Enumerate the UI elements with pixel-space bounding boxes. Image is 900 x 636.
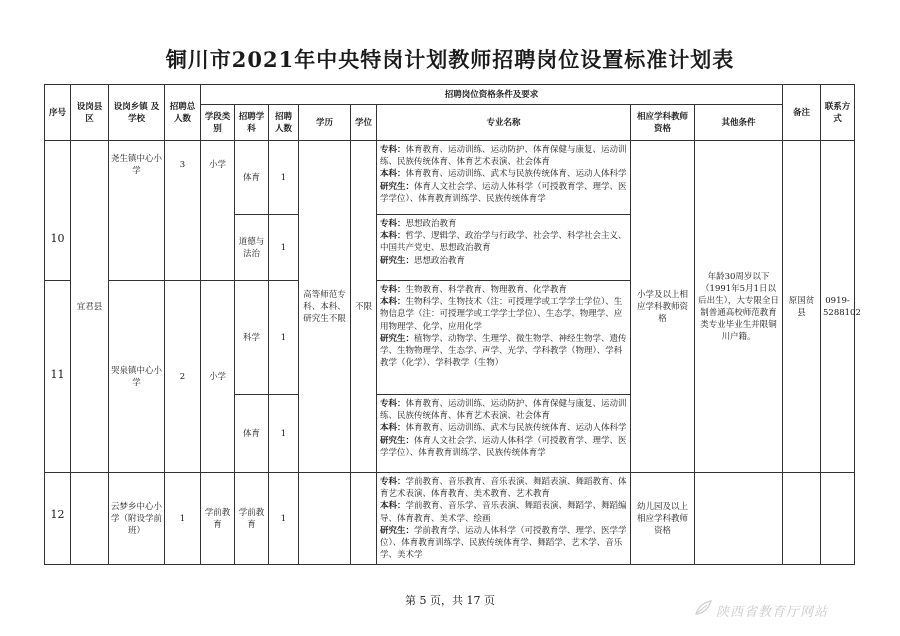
major-cell — [377, 395, 631, 473]
count-cell: 1 — [269, 281, 299, 395]
label-yjs: 研究生： — [380, 333, 415, 344]
watermark: 陕西省教育厅网站 — [716, 605, 829, 620]
label-yjs: 研究生： — [380, 435, 415, 446]
major-yjs: 思想政治教育 — [414, 255, 466, 266]
subject-cell: 学前教育 — [235, 473, 269, 565]
label-bk: 本科： — [380, 423, 406, 434]
county-cell: 宜君县 — [71, 141, 109, 473]
cert-cell: 幼儿园及以上相应学科教师资格 — [631, 473, 695, 565]
row-seq: 10 — [45, 141, 71, 281]
edu-cell-empty — [299, 473, 351, 565]
major-zk: 生物教育、科学教育、物理教育、化学教育 — [405, 285, 568, 295]
watermark-leaf-icon — [693, 598, 713, 618]
header-note: 备注 — [783, 85, 821, 141]
row-seq: 11 — [45, 281, 71, 473]
header-major: 专业名称 — [377, 105, 631, 141]
label-yjs: 研究生： — [380, 525, 415, 536]
major-cell — [377, 141, 631, 215]
contact-cell-empty — [821, 473, 855, 565]
major-cell — [377, 215, 631, 281]
page-title: 铜川市2021年中央特岗计划教师招聘岗位设置标准计划表 — [165, 47, 735, 72]
school-cell: 尧生镇中心小学 — [109, 141, 165, 281]
count-cell: 1 — [269, 395, 299, 473]
other-cell-empty — [695, 473, 783, 565]
county-cell-empty — [71, 473, 109, 565]
table-row — [45, 141, 855, 215]
major-bk: 生物科学、生物技术（注：可授理学或工学学士学位）、生物信息学（注：可授理学或工学学士学位）、生态学、物理学、应用物理学、化学、应用化学 — [380, 297, 623, 332]
major-yjs: 体育人文社会学、运动人体科学（可授教育学、理学、医学学位）、体育教育训练学、民族传统体育学 — [380, 435, 627, 458]
page-footer: 第 5 页，共 17 页 — [405, 594, 495, 607]
subject-cell: 体育 — [235, 395, 269, 473]
label-yjs: 研究生： — [380, 255, 415, 266]
header-school: 设岗乡镇 及学校 — [109, 85, 165, 141]
total-cell: 2 — [165, 281, 201, 473]
label-zk: 专科： — [380, 399, 406, 409]
label-yjs: 研究生： — [380, 181, 415, 192]
school-cell: 云梦乡中心小学（附设学前班） — [109, 473, 165, 565]
degree-cell: 不限 — [351, 141, 377, 473]
major-cell — [377, 473, 631, 565]
label-zk: 专科： — [380, 219, 406, 229]
subject-cell: 道德与法治 — [235, 215, 269, 281]
major-yjs: 植物学、动物学、生理学、微生物学、神经生物学、遗传学、生物物理学、生态学、声学、光学、学科教学（物理）、学科教学（化学）、学科教学（生物） — [380, 333, 627, 369]
label-zk: 专科： — [380, 145, 406, 155]
header-subject: 招聘学科 — [235, 105, 269, 141]
note-cell: 原国贫县 — [783, 141, 821, 473]
school-cell: 哭泉镇中心小学 — [109, 281, 165, 473]
header-other: 其他条件 — [695, 105, 783, 141]
row-seq: 12 — [45, 473, 71, 565]
major-cell — [377, 281, 631, 395]
header-degree: 学位 — [351, 105, 377, 141]
stage-cell: 小学 — [201, 141, 235, 281]
stage-cell: 学前教育 — [201, 473, 235, 565]
table-row — [45, 473, 855, 565]
note-cell-empty — [783, 473, 821, 565]
major-bk: 哲学、逻辑学、政治学与行政学、社会学、科学社会主义、中国共产党史、思想政治教育 — [380, 231, 627, 254]
degree-cell-empty — [351, 473, 377, 565]
stage-cell: 小学 — [201, 281, 235, 473]
major-bk: 体育教育、运动训练、武术与民族传统体育、运动人体科学 — [405, 423, 627, 434]
major-zk: 体育教育、运动训练、运动防护、体育保健与康复、运动训练、民族传统体育、体育艺术表演、社会体育 — [380, 399, 627, 422]
subject-cell: 科学 — [235, 281, 269, 395]
major-zk: 思想政治教育 — [405, 219, 457, 229]
label-zk: 专科： — [380, 477, 406, 487]
header-count: 招聘人数 — [269, 105, 299, 141]
other-cell: 年龄30周岁以下（1991年5月1日以后出生），大专限全日制普通高校师范教育类专业毕业生并限铜川户籍。 — [695, 141, 783, 473]
major-zk: 学前教育、音乐教育、音乐表演、舞蹈表演、舞蹈教育、体育艺术表演、体育教育、美术教育、艺术教育 — [380, 477, 627, 500]
label-bk: 本科： — [380, 169, 406, 180]
count-cell: 1 — [269, 215, 299, 281]
total-cell: 3 — [165, 141, 201, 281]
major-yjs: 体育人文社会学、运动人体科学（可授教育学、理学、医学学位）、体育教育训练学、民族传统体育学 — [380, 181, 627, 204]
contact-cell: 0919-5288102 — [821, 141, 855, 473]
header-county: 设岗县区 — [71, 85, 109, 141]
total-cell: 1 — [165, 473, 201, 565]
header-cert: 相应学科教师资格 — [631, 105, 695, 141]
recruitment-table — [44, 84, 861, 565]
major-bk: 学前教育、音乐学、音乐表演、舞蹈表演、舞蹈学、舞蹈编导、体育教育、美术学、绘画 — [380, 501, 627, 524]
header-total: 招聘总人数 — [165, 85, 201, 141]
label-bk: 本科： — [380, 501, 406, 512]
header-seq: 序号 — [45, 85, 71, 141]
major-bk: 体育教育、运动训练、武术与民族传统体育、运动人体科学 — [405, 169, 627, 180]
label-bk: 本科： — [380, 231, 406, 242]
count-cell: 1 — [269, 141, 299, 215]
label-bk: 本科： — [380, 297, 406, 308]
subject-cell: 体育 — [235, 141, 269, 215]
label-zk: 专科： — [380, 285, 406, 295]
cert-cell: 小学及以上相应学科教师资格 — [631, 141, 695, 473]
count-cell: 1 — [269, 473, 299, 565]
header-requirements: 招聘岗位资格条件及要求 — [201, 85, 783, 105]
major-yjs: 学前教育学、运动人体科学（可授教育学、理学、医学学位）、体育教育训练学、民族传统体育学、舞蹈学、艺术学、音乐学、美术学 — [380, 525, 627, 561]
header-edu: 学历 — [299, 105, 351, 141]
header-stage: 学段类别 — [201, 105, 235, 141]
major-zk: 体育教育、运动训练、运动防护、体育保健与康复、运动训练、民族传统体育、体育艺术表演、社会体育 — [380, 145, 627, 168]
edu-cell: 高等师范专科、本科、研究生不限 — [299, 141, 351, 473]
header-contact: 联系方式 — [821, 85, 855, 141]
